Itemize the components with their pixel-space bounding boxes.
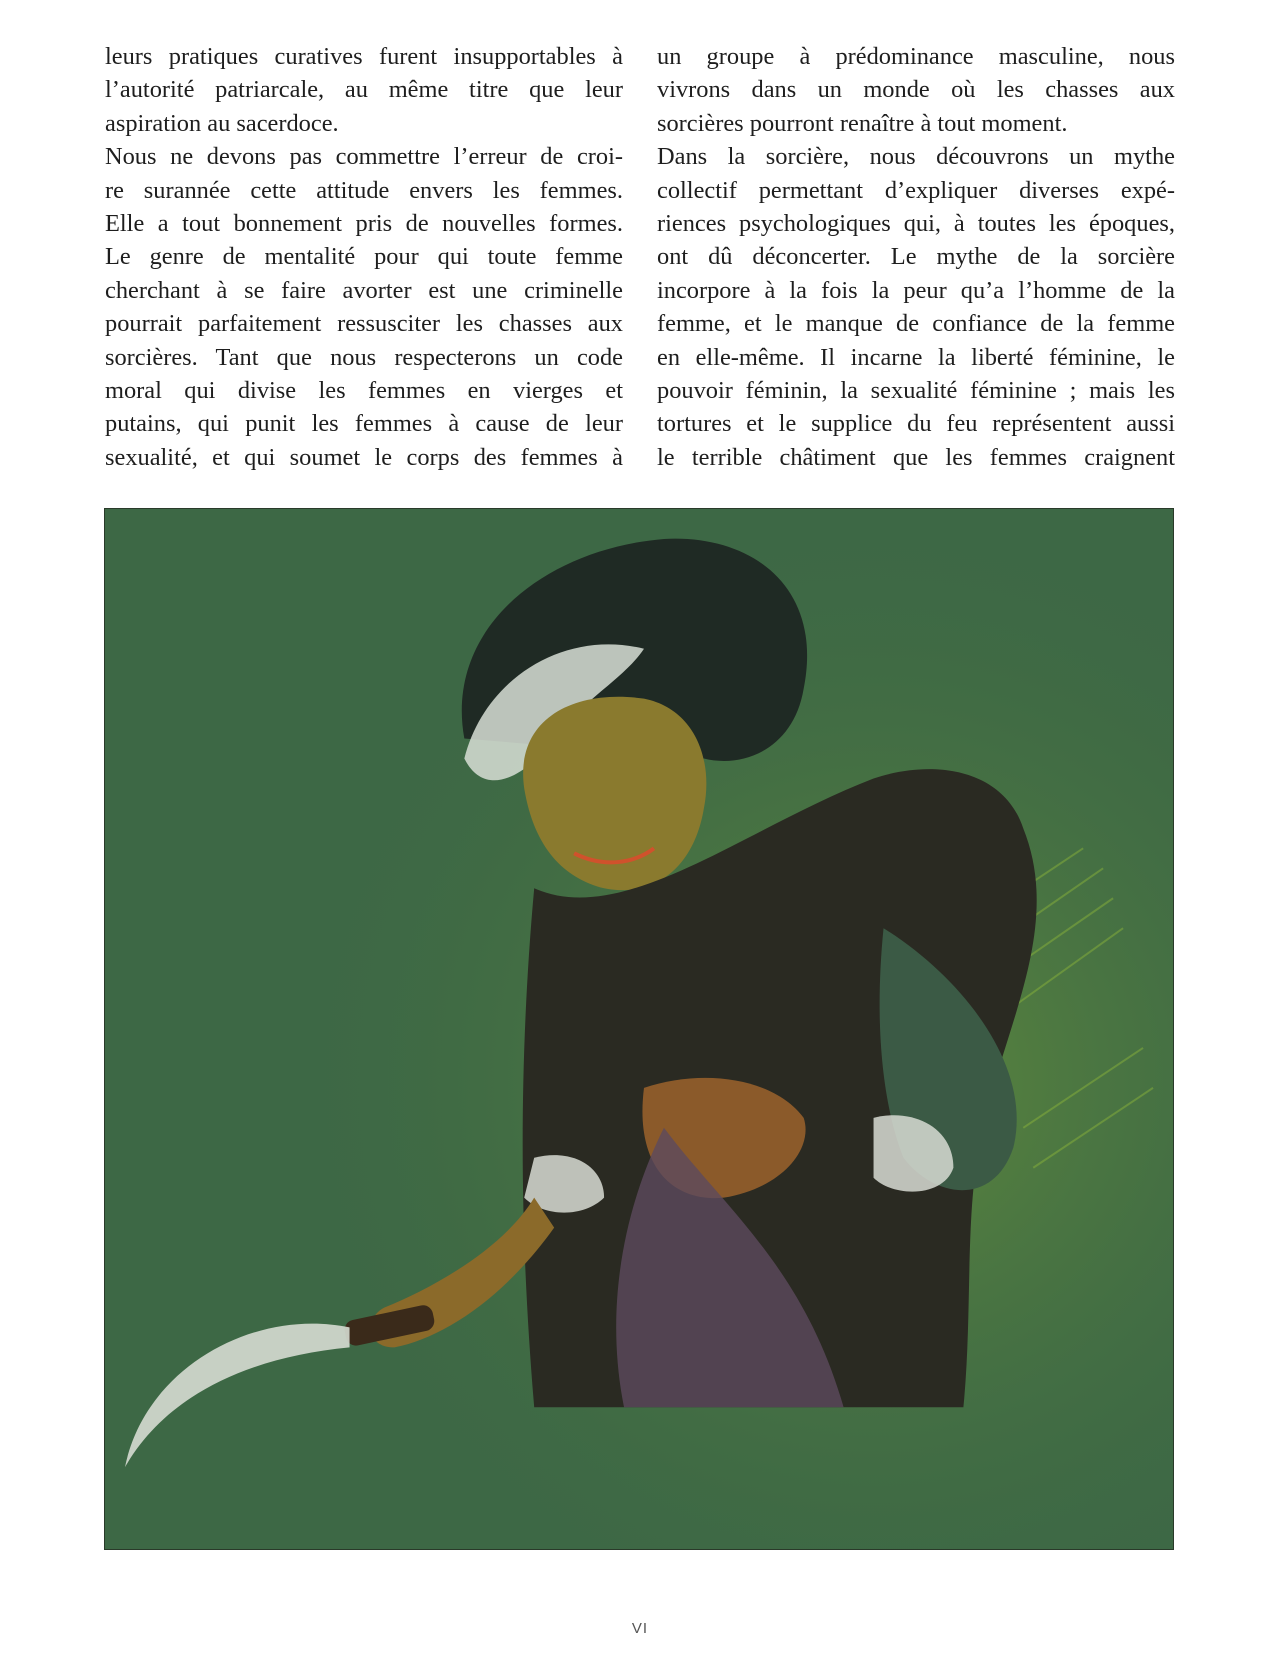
text-line: Dans la sorcière, nous découvrons un mythe <box>657 143 1175 171</box>
text-line: un groupe à prédominance masculine, nous <box>657 43 1175 70</box>
text-line: pouvoir féminin, la sexualité féminine ; mais les <box>657 376 1175 404</box>
text-line: incorpore à la fois la peur qu’a l’homme de la <box>657 276 1175 304</box>
text-line: sexualité, et qui soumet le corps des femmes à <box>105 443 623 471</box>
text-line: collectif permettant d’expliquer diverses expé- <box>657 176 1175 204</box>
text-column-right <box>657 40 1175 474</box>
text-line: aspiration au sacerdoce. <box>105 109 339 137</box>
text-line: cherchant à se faire avorter est une criminelle <box>105 276 623 304</box>
text-line: l’autorité patriarcale, au même titre que leur <box>105 76 623 104</box>
text-line: ont dû déconcerter. Le mythe de la sorcière <box>657 243 1175 271</box>
text-line: re surannée cette attitude envers les femmes. <box>105 176 623 204</box>
page-number: VI <box>631 1620 649 1637</box>
text-line: Elle a tout bonnement pris de nouvelles formes. <box>105 209 623 237</box>
text-line: sorcières. Tant que nous respecterons un code <box>105 343 623 371</box>
text-line: leurs pratiques curatives furent insupportables à <box>105 43 623 70</box>
text-line: le terrible châtiment que les femmes craignent <box>657 443 1175 471</box>
text-line: moral qui divise les femmes en vierges et <box>105 376 623 404</box>
text-line: putains, qui punit les femmes à cause de leur <box>105 410 623 438</box>
text-line: Nous ne devons pas commettre l’erreur de croi- <box>105 143 623 171</box>
witch-illustration <box>104 508 1174 1550</box>
text-line: vivrons dans un monde où les chasses aux <box>657 76 1175 104</box>
text-line: sorcières pourront renaître à tout moment. <box>657 109 1068 137</box>
text-line: en elle-même. Il incarne la liberté féminine, le <box>657 343 1175 371</box>
text-column-left <box>105 40 623 474</box>
witch-drawing <box>105 509 1173 1549</box>
text-line: riences psychologiques qui, à toutes les époques, <box>657 209 1175 237</box>
text-line: pourrait parfaitement ressusciter les chasses aux <box>105 310 623 338</box>
text-line: femme, et le manque de confiance de la femme <box>657 310 1175 338</box>
text-line: tortures et le supplice du feu représentent aussi <box>657 410 1175 438</box>
text-line: Le genre de mentalité pour qui toute femme <box>105 243 623 271</box>
